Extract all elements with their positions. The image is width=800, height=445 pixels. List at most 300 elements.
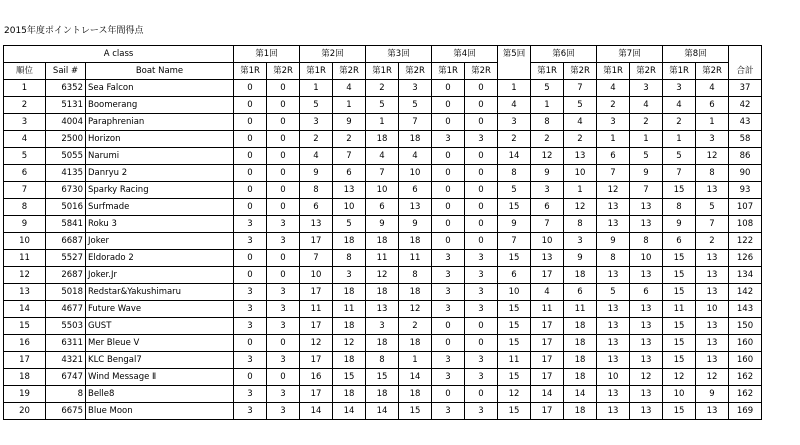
table-row [4, 182, 762, 199]
score-cell: 17 [300, 318, 333, 335]
score-cell: 12 [696, 148, 729, 165]
score-cell: 4 [531, 284, 564, 301]
total-cell: 143 [729, 301, 762, 318]
score-cell: 8 [333, 250, 366, 267]
race-header: 第2R [399, 63, 432, 80]
race-header: 第1R [597, 63, 630, 80]
round-header: 第7回 [597, 46, 663, 63]
score-cell: 13 [333, 182, 366, 199]
score-cell: 2 [498, 131, 531, 148]
total-cell: 162 [729, 369, 762, 386]
score-cell: 3 [366, 318, 399, 335]
score-cell: 13 [696, 267, 729, 284]
score-cell: 15 [498, 369, 531, 386]
total-cell: 150 [729, 318, 762, 335]
score-cell: 6 [498, 267, 531, 284]
score-cell: 0 [432, 80, 465, 97]
score-cell: 3 [432, 369, 465, 386]
score-cell: 15 [663, 250, 696, 267]
score-cell: 13 [630, 335, 663, 352]
score-cell: 9 [498, 216, 531, 233]
round5-spacer [498, 63, 531, 80]
header-row-rounds [4, 46, 762, 63]
score-cell: 9 [663, 216, 696, 233]
score-cell: 8 [531, 114, 564, 131]
score-cell: 0 [432, 114, 465, 131]
table-row [4, 199, 762, 216]
total-cell: 134 [729, 267, 762, 284]
score-cell: 13 [696, 403, 729, 420]
score-cell: 17 [531, 352, 564, 369]
score-cell: 17 [300, 352, 333, 369]
race-header: 第1R [663, 63, 696, 80]
score-cell: 18 [399, 386, 432, 403]
score-cell: 13 [696, 284, 729, 301]
score-cell: 1 [663, 131, 696, 148]
race-header: 第2R [696, 63, 729, 80]
score-cell: 7 [399, 114, 432, 131]
score-cell: 3 [300, 114, 333, 131]
score-cell: 9 [630, 165, 663, 182]
score-cell: 0 [267, 97, 300, 114]
score-cell: 3 [432, 131, 465, 148]
race-header: 第1R [234, 63, 267, 80]
score-cell: 10 [630, 250, 663, 267]
score-cell: 3 [465, 301, 498, 318]
rank-cell: 4 [4, 131, 46, 148]
sail-number-cell: 8 [46, 386, 86, 403]
score-cell: 0 [234, 80, 267, 97]
score-cell: 11 [498, 352, 531, 369]
score-cell: 0 [234, 369, 267, 386]
score-cell: 18 [399, 131, 432, 148]
score-cell: 0 [465, 97, 498, 114]
score-cell: 13 [597, 386, 630, 403]
score-cell: 14 [564, 386, 597, 403]
score-cell: 0 [432, 165, 465, 182]
score-cell: 1 [399, 352, 432, 369]
score-cell: 0 [465, 386, 498, 403]
score-cell: 7 [531, 216, 564, 233]
rank-cell: 17 [4, 352, 46, 369]
score-cell: 18 [333, 233, 366, 250]
score-cell: 14 [366, 403, 399, 420]
score-cell: 1 [696, 114, 729, 131]
score-cell: 13 [696, 250, 729, 267]
total-cell: 86 [729, 148, 762, 165]
rank-cell: 6 [4, 165, 46, 182]
score-cell: 4 [498, 97, 531, 114]
score-cell: 3 [267, 301, 300, 318]
score-cell: 17 [300, 233, 333, 250]
score-cell: 3 [465, 369, 498, 386]
score-cell: 3 [663, 80, 696, 97]
table-row [4, 131, 762, 148]
score-cell: 18 [564, 267, 597, 284]
score-cell: 10 [696, 301, 729, 318]
total-cell: 160 [729, 335, 762, 352]
score-cell: 3 [432, 301, 465, 318]
rank-cell: 8 [4, 199, 46, 216]
score-cell: 2 [366, 80, 399, 97]
score-cell: 7 [333, 148, 366, 165]
score-cell: 15 [663, 335, 696, 352]
score-cell: 18 [399, 233, 432, 250]
rank-cell: 19 [4, 386, 46, 403]
boat-name-cell: KLC Bengal7 [86, 352, 234, 369]
table-row [4, 250, 762, 267]
score-cell: 5 [300, 97, 333, 114]
score-cell: 18 [564, 352, 597, 369]
score-cell: 3 [267, 403, 300, 420]
score-cell: 12 [663, 369, 696, 386]
score-cell: 6 [597, 148, 630, 165]
rank-cell: 2 [4, 97, 46, 114]
boat-name-cell: Danryu 2 [86, 165, 234, 182]
score-cell: 5 [498, 182, 531, 199]
score-cell: 13 [300, 216, 333, 233]
score-cell: 0 [234, 148, 267, 165]
score-cell: 10 [498, 284, 531, 301]
score-cell: 0 [465, 80, 498, 97]
score-cell: 3 [234, 318, 267, 335]
score-cell: 9 [333, 114, 366, 131]
score-cell: 15 [333, 369, 366, 386]
race-header: 第1R [432, 63, 465, 80]
score-cell: 18 [366, 335, 399, 352]
score-cell: 3 [234, 386, 267, 403]
round-header: 第6回 [531, 46, 597, 63]
score-cell: 13 [399, 199, 432, 216]
score-cell: 15 [663, 182, 696, 199]
score-cell: 1 [333, 97, 366, 114]
score-cell: 0 [465, 182, 498, 199]
boat-name-cell: GUST [86, 318, 234, 335]
table-row [4, 318, 762, 335]
boat-header: Boat Name [86, 63, 234, 80]
sail-number-cell: 5527 [46, 250, 86, 267]
score-cell: 18 [366, 284, 399, 301]
score-cell: 3 [432, 250, 465, 267]
score-cell: 3 [465, 267, 498, 284]
sail-number-cell: 5016 [46, 199, 86, 216]
score-cell: 13 [630, 352, 663, 369]
total-cell: 142 [729, 284, 762, 301]
score-cell: 2 [300, 131, 333, 148]
sail-number-cell: 4135 [46, 165, 86, 182]
score-cell: 13 [630, 386, 663, 403]
score-cell: 1 [498, 80, 531, 97]
rank-cell: 18 [4, 369, 46, 386]
race-header: 第2R [267, 63, 300, 80]
score-cell: 18 [399, 335, 432, 352]
score-cell: 7 [366, 165, 399, 182]
total-cell: 42 [729, 97, 762, 114]
score-cell: 0 [465, 148, 498, 165]
score-cell: 14 [399, 369, 432, 386]
boat-name-cell: Mer Bleue Ⅴ [86, 335, 234, 352]
boat-name-cell: Surfmade [86, 199, 234, 216]
table-row [4, 267, 762, 284]
score-cell: 12 [333, 335, 366, 352]
sail-number-cell: 5841 [46, 216, 86, 233]
rank-cell: 12 [4, 267, 46, 284]
score-cell: 9 [564, 250, 597, 267]
score-cell: 11 [366, 250, 399, 267]
score-cell: 13 [366, 301, 399, 318]
score-cell: 4 [564, 114, 597, 131]
score-cell: 13 [531, 250, 564, 267]
score-cell: 6 [531, 199, 564, 216]
score-cell: 13 [597, 199, 630, 216]
score-cell: 3 [234, 403, 267, 420]
score-cell: 12 [696, 369, 729, 386]
score-cell: 0 [432, 199, 465, 216]
score-cell: 9 [399, 216, 432, 233]
score-cell: 5 [399, 97, 432, 114]
rank-cell: 13 [4, 284, 46, 301]
score-cell: 12 [366, 267, 399, 284]
score-cell: 3 [432, 352, 465, 369]
score-cell: 0 [432, 148, 465, 165]
score-cell: 6 [333, 165, 366, 182]
score-cell: 8 [597, 250, 630, 267]
score-cell: 9 [531, 165, 564, 182]
score-cell: 18 [333, 284, 366, 301]
score-cell: 18 [366, 131, 399, 148]
score-cell: 12 [498, 386, 531, 403]
score-cell: 0 [432, 318, 465, 335]
score-cell: 9 [366, 216, 399, 233]
class-label: A class [4, 46, 234, 63]
sail-number-cell: 5131 [46, 97, 86, 114]
score-cell: 0 [234, 165, 267, 182]
score-cell: 0 [267, 182, 300, 199]
score-cell: 12 [399, 301, 432, 318]
score-cell: 0 [465, 216, 498, 233]
score-cell: 15 [498, 318, 531, 335]
score-cell: 5 [531, 80, 564, 97]
score-cell: 15 [663, 352, 696, 369]
score-cell: 9 [597, 233, 630, 250]
score-cell: 0 [234, 182, 267, 199]
score-cell: 13 [630, 199, 663, 216]
score-cell: 18 [333, 318, 366, 335]
score-cell: 13 [597, 267, 630, 284]
score-cell: 13 [597, 301, 630, 318]
score-cell: 0 [234, 335, 267, 352]
score-cell: 7 [564, 80, 597, 97]
score-cell: 13 [696, 182, 729, 199]
score-cell: 2 [531, 131, 564, 148]
sail-number-cell: 6311 [46, 335, 86, 352]
sail-number-cell: 5055 [46, 148, 86, 165]
score-cell: 2 [399, 318, 432, 335]
score-cell: 0 [465, 335, 498, 352]
score-cell: 13 [597, 318, 630, 335]
boat-name-cell: Eldorado 2 [86, 250, 234, 267]
score-cell: 10 [564, 165, 597, 182]
score-cell: 3 [630, 80, 663, 97]
score-cell: 10 [531, 233, 564, 250]
round-header: 第8回 [663, 46, 729, 63]
score-cell: 9 [696, 386, 729, 403]
sail-number-cell: 6352 [46, 80, 86, 97]
score-cell: 15 [498, 199, 531, 216]
score-cell: 11 [564, 301, 597, 318]
page-title: 2015年度ポイントレース年間得点 [4, 26, 144, 36]
score-cell: 15 [498, 250, 531, 267]
boat-name-cell: Redstar&Yakushimaru [86, 284, 234, 301]
table-row [4, 165, 762, 182]
rank-cell: 15 [4, 318, 46, 335]
score-cell: 13 [630, 216, 663, 233]
rank-cell: 7 [4, 182, 46, 199]
score-cell: 1 [597, 131, 630, 148]
boat-name-cell: Sparky Racing [86, 182, 234, 199]
score-cell: 6 [399, 182, 432, 199]
table-row [4, 352, 762, 369]
score-cell: 0 [465, 199, 498, 216]
score-cell: 0 [465, 165, 498, 182]
score-cell: 0 [234, 250, 267, 267]
race-header: 第1R [531, 63, 564, 80]
score-cell: 4 [630, 97, 663, 114]
score-cell: 3 [498, 114, 531, 131]
boat-name-cell: Joker.Jr [86, 267, 234, 284]
score-cell: 13 [630, 318, 663, 335]
score-cell: 8 [663, 199, 696, 216]
score-cell: 13 [696, 318, 729, 335]
score-cell: 17 [531, 369, 564, 386]
score-cell: 10 [663, 386, 696, 403]
score-cell: 0 [432, 97, 465, 114]
score-cell: 15 [663, 403, 696, 420]
score-cell: 17 [531, 335, 564, 352]
sail-number-cell: 6687 [46, 233, 86, 250]
total-cell: 107 [729, 199, 762, 216]
sail-number-cell: 5503 [46, 318, 86, 335]
score-cell: 8 [498, 165, 531, 182]
boat-name-cell: Narumi [86, 148, 234, 165]
round-header: 第1回 [234, 46, 300, 63]
score-cell: 3 [267, 318, 300, 335]
score-cell: 15 [663, 284, 696, 301]
score-cell: 13 [696, 352, 729, 369]
score-cell: 13 [630, 267, 663, 284]
score-cell: 4 [399, 148, 432, 165]
score-cell: 17 [531, 318, 564, 335]
table-row [4, 114, 762, 131]
score-cell: 0 [432, 182, 465, 199]
sail-number-cell: 6747 [46, 369, 86, 386]
total-cell: 160 [729, 352, 762, 369]
total-cell: 162 [729, 386, 762, 403]
table-row [4, 284, 762, 301]
total-header: 合計 [729, 63, 762, 80]
total-cell: 122 [729, 233, 762, 250]
score-cell: 8 [696, 165, 729, 182]
score-cell: 14 [333, 403, 366, 420]
sail-number-cell: 2500 [46, 131, 86, 148]
score-cell: 3 [465, 131, 498, 148]
score-cell: 8 [366, 352, 399, 369]
score-cell: 14 [498, 148, 531, 165]
score-cell: 5 [597, 284, 630, 301]
score-cell: 0 [234, 199, 267, 216]
score-cell: 12 [597, 182, 630, 199]
total-header-top [729, 46, 762, 63]
boat-name-cell: Belle8 [86, 386, 234, 403]
score-cell: 7 [696, 216, 729, 233]
race-header: 第2R [465, 63, 498, 80]
boat-name-cell: Horizon [86, 131, 234, 148]
header-row-races [4, 63, 762, 80]
score-cell: 3 [333, 267, 366, 284]
rank-cell: 11 [4, 250, 46, 267]
score-cell: 6 [630, 284, 663, 301]
score-cell: 3 [432, 267, 465, 284]
score-cell: 3 [432, 403, 465, 420]
score-cell: 5 [630, 148, 663, 165]
boat-name-cell: Sea Falcon [86, 80, 234, 97]
rank-header: 順位 [4, 63, 46, 80]
score-cell: 1 [564, 182, 597, 199]
total-cell: 37 [729, 80, 762, 97]
table-row [4, 80, 762, 97]
score-cell: 4 [333, 80, 366, 97]
score-cell: 11 [531, 301, 564, 318]
score-cell: 3 [234, 233, 267, 250]
table-row [4, 301, 762, 318]
score-cell: 5 [663, 148, 696, 165]
score-cell: 5 [366, 97, 399, 114]
table-row [4, 369, 762, 386]
score-cell: 3 [696, 131, 729, 148]
score-cell: 3 [465, 250, 498, 267]
round-header: 第3回 [366, 46, 432, 63]
score-cell: 3 [267, 216, 300, 233]
score-cell: 6 [366, 199, 399, 216]
score-cell: 1 [630, 131, 663, 148]
boat-name-cell: Joker [86, 233, 234, 250]
score-cell: 0 [267, 131, 300, 148]
score-cell: 13 [597, 216, 630, 233]
rank-cell: 14 [4, 301, 46, 318]
score-cell: 0 [267, 369, 300, 386]
score-cell: 3 [597, 114, 630, 131]
score-cell: 11 [333, 301, 366, 318]
total-cell: 90 [729, 165, 762, 182]
score-cell: 15 [498, 301, 531, 318]
total-cell: 108 [729, 216, 762, 233]
score-cell: 10 [399, 165, 432, 182]
score-cell: 7 [663, 165, 696, 182]
race-header: 第1R [366, 63, 399, 80]
score-cell: 2 [333, 131, 366, 148]
score-cell: 4 [696, 80, 729, 97]
score-cell: 4 [597, 80, 630, 97]
score-cell: 3 [465, 403, 498, 420]
score-cell: 18 [366, 233, 399, 250]
table-row [4, 148, 762, 165]
score-cell: 3 [234, 301, 267, 318]
score-cell: 17 [531, 403, 564, 420]
score-cell: 3 [531, 182, 564, 199]
sail-number-cell: 4004 [46, 114, 86, 131]
score-cell: 15 [663, 267, 696, 284]
score-cell: 13 [630, 403, 663, 420]
